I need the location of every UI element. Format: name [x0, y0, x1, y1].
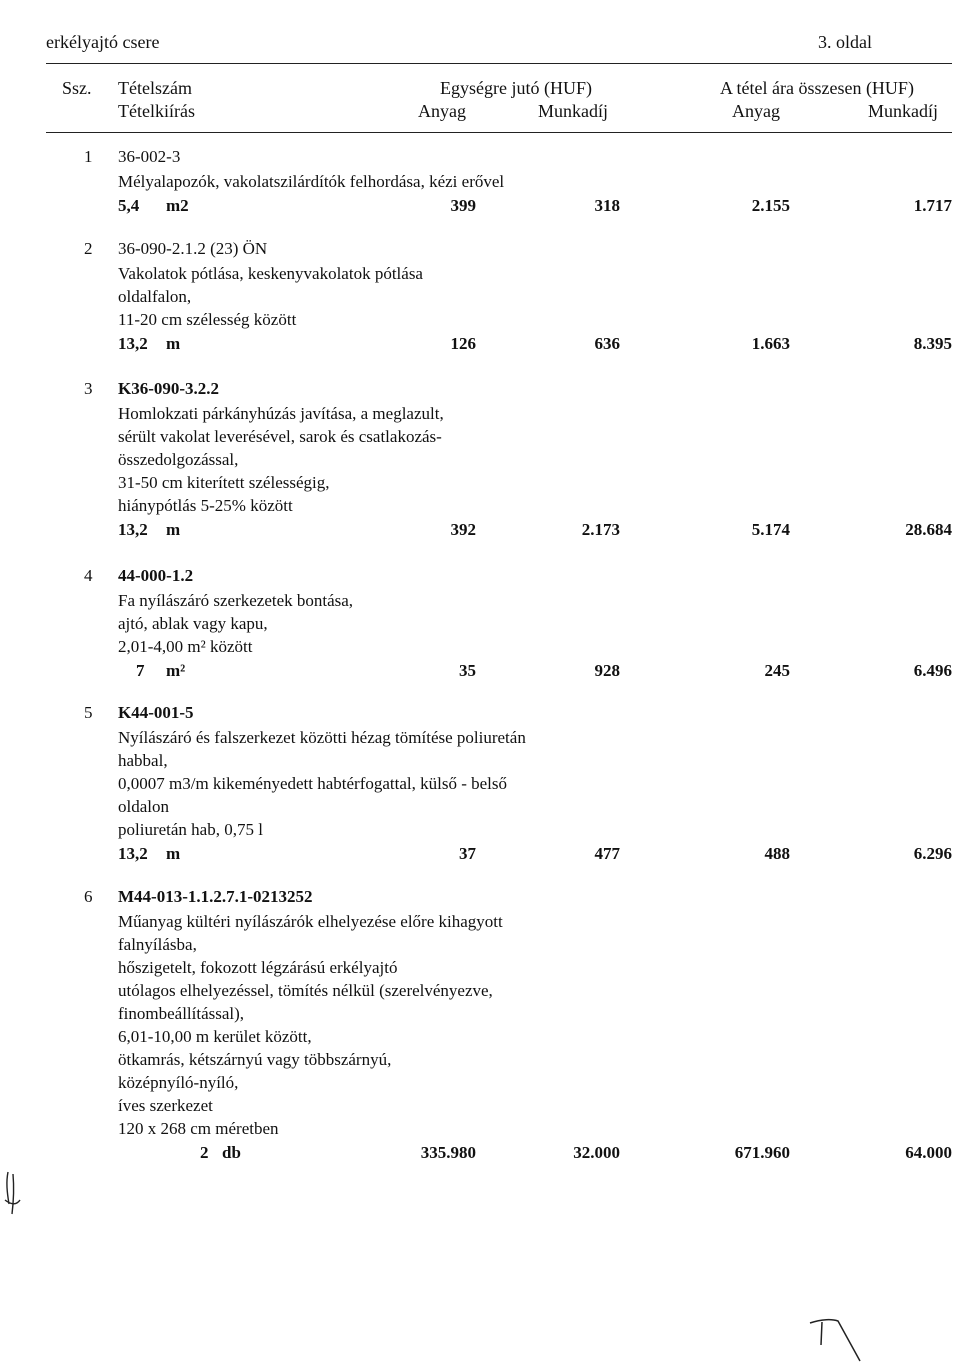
description-line: hőszigetelt, fokozott légzárású erkélyajtó: [118, 958, 398, 977]
col-anyag-unit: Anyag: [418, 101, 466, 121]
item-number: 4: [84, 566, 93, 585]
description-line: Mélyalapozók, vakolatszilárdítók felhordása, kézi erővel: [118, 172, 505, 191]
total-labor-cost: 1.717: [913, 196, 952, 215]
document-title: erkélyajtó csere: [46, 32, 160, 52]
total-labor-cost: 8.395: [913, 334, 952, 353]
item-code: 44-000-1.2: [118, 566, 194, 585]
item-code: 36-090-2.1.2 (23) ÖN: [118, 239, 268, 258]
handwritten-initial: [808, 1315, 868, 1365]
columns-rule: [46, 132, 952, 133]
item-number: 3: [84, 379, 93, 398]
description-line: falnyílásba,: [118, 935, 197, 954]
description-line: 11-20 cm szélesség között: [118, 310, 297, 329]
description-line: habbal,: [118, 751, 168, 770]
total-material-cost: 2.155: [751, 196, 790, 215]
item-number: 5: [84, 703, 93, 722]
description-line: sérült vakolat leverésével, sarok és csatlakozás-: [118, 427, 442, 446]
col-munkadij-total: Munkadíj: [868, 101, 938, 121]
handwritten-mark: [2, 1170, 22, 1220]
total-labor-cost: 6.496: [913, 661, 952, 680]
col-munkadij-unit: Munkadíj: [538, 101, 608, 121]
description-line: 120 x 268 cm méretben: [118, 1119, 279, 1138]
total-material-cost: 5.174: [751, 520, 790, 539]
item-description: [118, 589, 353, 658]
description-line: Homlokzati párkányhúzás javítása, a meglazult,: [118, 404, 444, 423]
description-line: ötkamrás, kétszárnyú vagy többszárnyú,: [118, 1050, 392, 1069]
unit-labor-cost: 928: [594, 661, 620, 680]
description-line: Vakolatok pótlása, keskenyvakolatok pótlása: [118, 264, 423, 283]
item-number: 2: [84, 239, 93, 258]
quantity-value: 13,2: [118, 844, 148, 863]
unit-labor-cost: 318: [594, 196, 620, 215]
total-labor-cost: 6.296: [913, 844, 952, 863]
unit-material-cost: 35: [459, 661, 476, 680]
unit-material-cost: 392: [450, 520, 476, 539]
item-description: [118, 726, 526, 841]
description-line: Fa nyílászáró szerkezetek bontása,: [118, 591, 354, 610]
description-line: 0,0007 m3/m kikeményedett habtérfogattal, külső - belső: [118, 774, 508, 793]
col-anyag-total: Anyag: [732, 101, 780, 121]
description-line: középnyíló-nyíló,: [118, 1073, 239, 1092]
description-line: 6,01-10,00 m kerület között,: [118, 1027, 312, 1046]
quantity-unit: db: [222, 1143, 241, 1162]
item-description: [118, 402, 444, 517]
total-material-cost: 1.663: [751, 334, 790, 353]
unit-labor-cost: 32.000: [573, 1143, 620, 1162]
col-ssz: Ssz.: [62, 78, 92, 98]
unit-material-cost: 335.980: [420, 1143, 476, 1162]
col-tetelszam: Tételszám: [118, 78, 192, 98]
unit-labor-cost: 636: [594, 334, 620, 353]
description-line: ajtó, ablak vagy kapu,: [118, 614, 268, 633]
item-code: K36-090-3.2.2: [118, 379, 220, 398]
quantity-value: 13,2: [118, 520, 148, 539]
total-material-cost: 671.960: [734, 1143, 790, 1162]
description-line: Műanyag kültéri nyílászárók elhelyezése előre kihagyott: [118, 912, 503, 931]
total-labor-cost: 28.684: [905, 520, 952, 539]
col-osszesen: A tétel ára összesen (HUF): [720, 78, 914, 98]
item-description: [118, 262, 423, 331]
total-labor-cost: 64.000: [905, 1143, 952, 1162]
description-line: hiánypótlás 5-25% között: [118, 496, 293, 515]
quantity-value: 5,4: [118, 196, 140, 215]
header-rule: [46, 63, 952, 64]
total-material-cost: 488: [764, 844, 790, 863]
quantity-value: 13,2: [118, 334, 148, 353]
description-line: 31-50 cm kiterített szélességig,: [118, 473, 330, 492]
description-line: oldalon: [118, 797, 169, 816]
col-tetelkiiras: Tételkiírás: [118, 101, 195, 121]
description-line: íves szerkezet: [118, 1096, 213, 1115]
total-material-cost: 245: [764, 661, 790, 680]
item-number: 1: [84, 147, 93, 166]
quantity-unit: m: [166, 844, 181, 863]
unit-material-cost: 399: [450, 196, 476, 215]
quantity-unit: m²: [166, 661, 186, 680]
unit-material-cost: 126: [450, 334, 476, 353]
item-description: [118, 170, 504, 193]
description-line: oldalfalon,: [118, 287, 192, 306]
unit-labor-cost: 2.173: [581, 520, 620, 539]
quantity-unit: m: [166, 334, 181, 353]
quantity-unit: m: [166, 520, 181, 539]
quantity-unit: m2: [166, 196, 189, 215]
description-line: 2,01-4,00 m² között: [118, 637, 253, 656]
description-line: összedolgozással,: [118, 450, 239, 469]
page-number: 3. oldal: [818, 32, 872, 52]
col-egysegre: Egységre jutó (HUF): [440, 78, 592, 98]
item-number: 6: [84, 887, 93, 906]
item-code: M44-013-1.1.2.7.1-0213252: [118, 887, 313, 906]
quantity-value: 2: [200, 1143, 209, 1162]
description-line: utólagos elhelyezéssel, tömítés nélkül (szerelvényezve,: [118, 981, 493, 1000]
description-line: Nyílászáró és falszerkezet közötti hézag tömítése poliuretán: [118, 728, 526, 747]
item-code: 36-002-3: [118, 147, 181, 166]
quantity-value: 7: [136, 661, 145, 680]
item-code: K44-001-5: [118, 703, 194, 722]
description-line: finombeállítással),: [118, 1004, 245, 1023]
unit-material-cost: 37: [459, 844, 476, 863]
item-description: [118, 910, 503, 1140]
description-line: poliuretán hab, 0,75 l: [118, 820, 263, 839]
unit-labor-cost: 477: [594, 844, 620, 863]
